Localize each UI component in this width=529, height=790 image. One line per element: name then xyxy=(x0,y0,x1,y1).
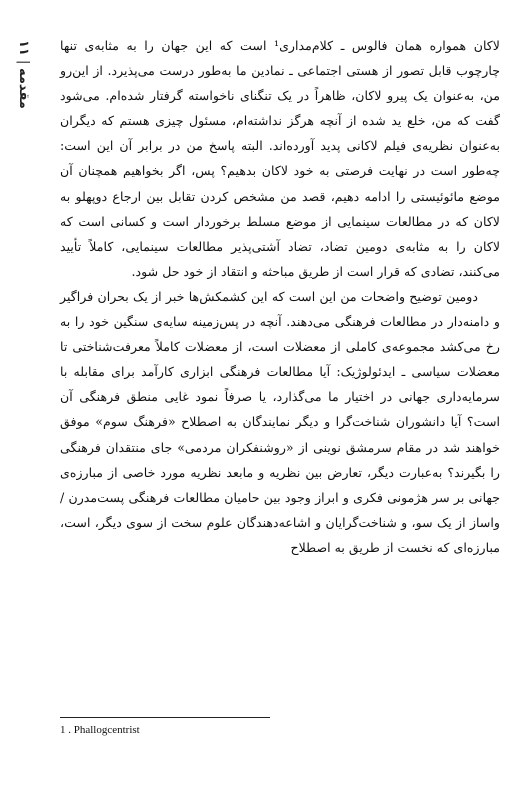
page-number: ۱۱ xyxy=(16,40,31,56)
footnote-divider xyxy=(60,717,270,718)
paragraph-2: دومین توضیح واضحات من این است که این کشمکش‌ها خبر از یک بحران فراگیر و دامنه‌دار در مطالعات فرهنگی می‌دهند. آنچه در پس‌زمینه سایه‌ی سنگین خود را به رخ می‌کشد مجموعه‌ی کاملی از معضلات است، از معضلات کاملاً معرفت‌شناختی تا معضلات سیاسی ـ ایدئولوژیک: آیا مطالعات فرهنگی ابزاری کارآمد برای مقابله با سرمایه‌داری جهانی در اختیار ما می‌گذارد، یا صرفاً نمود غایی منطق فرهنگی آن است؟ آیا دانشوران شناخت‌گرا و دیگر نمایندگان به اصطلاح «فرهنگ سوم» موفق خواهند شد در مقام سرمشق نوینی از «روشنفکران مردمی» جای منتقدان فرهنگی را بگیرند؟ به‌عبارت دیگر، تعارض بین نظریه و مابعد نظریه مورد خاصی از مبارزه‌ی جهانی بر سر هژمونی فکری و ابراز وجود بین حامیان مطالعات فرهنگی پست‌مدرن / واساز از یک سو، و شناخت‌گرایان و اشاعه‌دهندگان علوم سخت از سوی دیگر، است، مبارزه‌ای که نخست از طریق به اصطلاح xyxy=(60,288,500,555)
paragraph-1: لاکان همواره همان فالوس ـ کلام‌مداری¹ است که این جهان را به مثابه‌ی تنها چارچوب قابل تصور از هستی اجتماعی ـ نمادین ما به‌طور درست می‌پذیرد. از این‌رو من، به‌عنوان یک پیرو لاکان، ظاهراً در یک تنگنای ناخواسته گرفتار شده‌ام. می‌شود گفت که من، خلع ید شده از آنچه هرگز نداشته‌ام، مسئول چیزی هستم که دیگران به‌عنوان نظریه‌ی فیلم لاکانی پدید آورده‌اند. البته پاسخ من در برابر آن این است: چه‌طور است در نهایت فرصتی به خود لاکان بدهیم؟ پس، اگر بخواهیم همچنان آن موضع مائوئیستی را ادامه دهیم، قصد من مشخص کردن تقابل بین ارجاع دوپهلو به لاکان که در مطالعات سینمایی از موضع مسلط برخوردار است و کسانی است که لاکان را به مثابه‌ی دومین تضاد، تضاد آشتی‌پذیر مطالعات سینمایی، کاملاً تأیید می‌کنند، تضادی که قرار است از طریق مباحثه و انتقاد از خود حل شود. xyxy=(60,38,500,279)
header-separator: | xyxy=(16,59,31,65)
running-header xyxy=(16,40,31,109)
footnote: 1 . Phallogcentrist xyxy=(60,724,140,736)
section-title: مقدمه xyxy=(16,68,31,110)
main-text xyxy=(60,33,500,560)
